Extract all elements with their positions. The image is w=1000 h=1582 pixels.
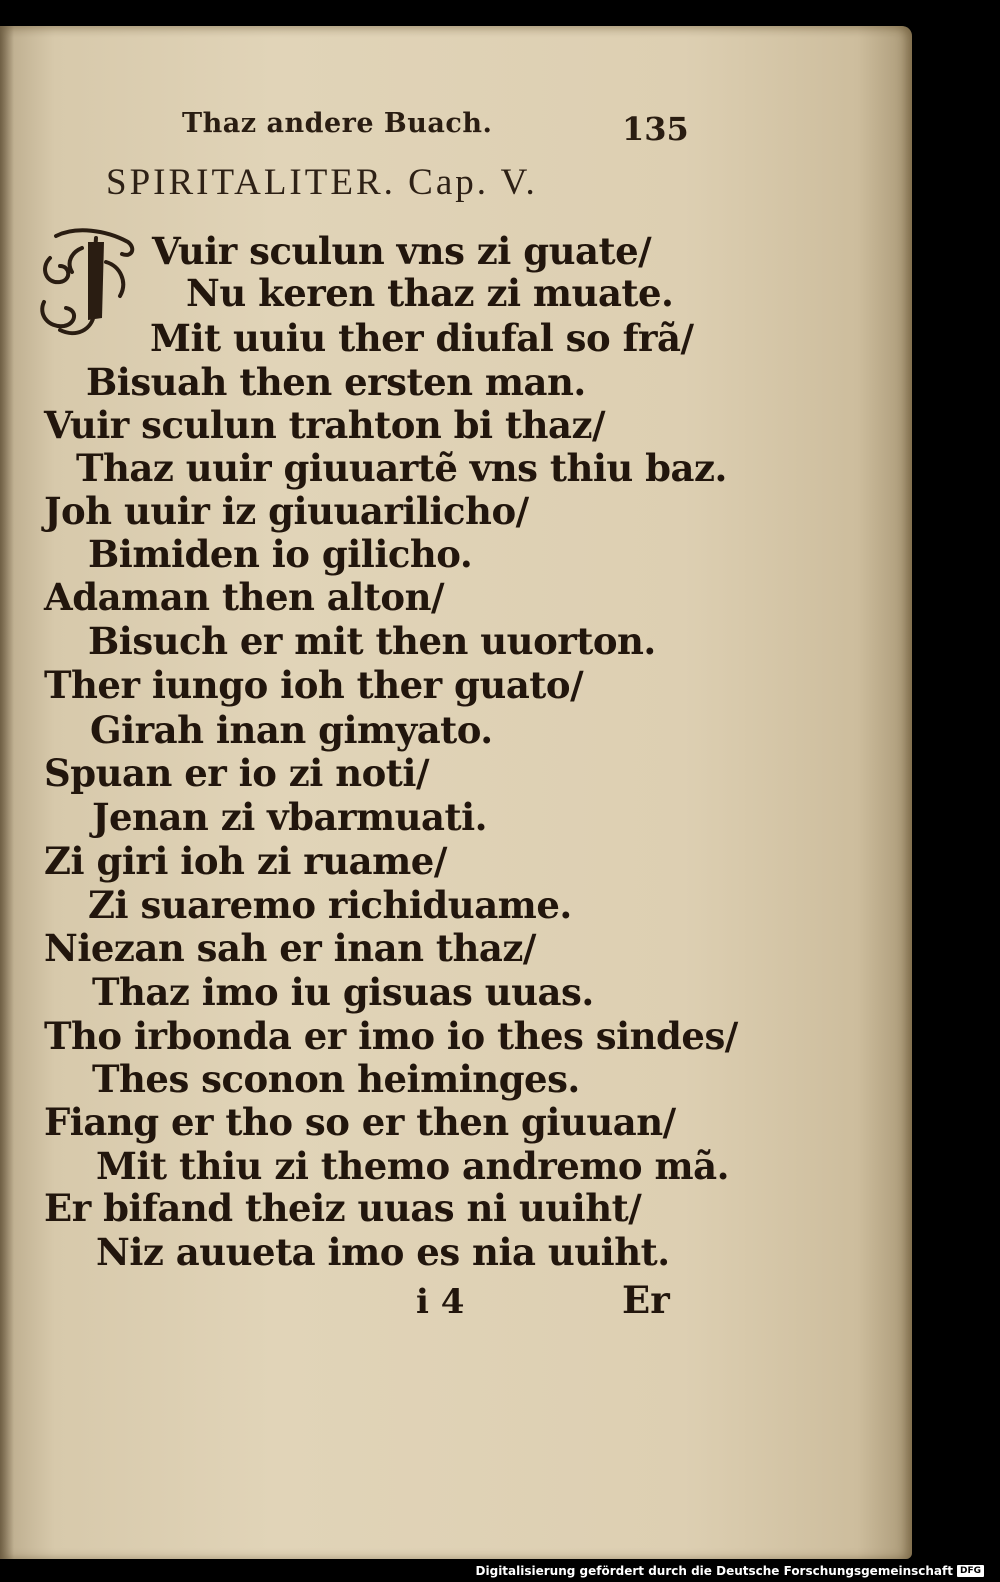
verse-line: Thes sconon heiminges. xyxy=(92,1057,580,1101)
signature-mark: i 4 xyxy=(416,1282,465,1322)
verse-line: Thaz uuir giuuartẽ vns thiu baz. xyxy=(76,446,727,490)
verse-line: Zi giri ioh zi ruame/ xyxy=(44,839,447,883)
verse-line: Joh uuir iz giuuarilicho/ xyxy=(44,489,529,533)
verse-line: Niz auueta imo es nia uuiht. xyxy=(96,1230,670,1274)
credit-text: Digitalisierung gefördert durch die Deutsche Forschungsgemeinschaft xyxy=(475,1564,953,1578)
verse-line: Thaz imo iu gisuas uuas. xyxy=(92,970,594,1014)
decorated-initial-icon xyxy=(36,222,148,344)
verse-line: Niezan sah er inan thaz/ xyxy=(44,926,536,970)
verse-line: Mit thiu zi themo andremo mã. xyxy=(96,1144,729,1188)
book-page xyxy=(0,26,912,1559)
verse-line: Mit uuiu ther diufal so frã/ xyxy=(150,316,694,360)
dfg-logo-icon: DFG xyxy=(957,1565,984,1577)
page-number: 135 xyxy=(622,110,689,148)
verse-line: Ther iungo ioh ther guato/ xyxy=(44,663,584,707)
digitization-credit xyxy=(476,1564,984,1578)
page-gutter-shadow xyxy=(0,26,14,1559)
verse-line: Er bifand theiz uuas ni uuiht/ xyxy=(44,1186,642,1230)
verse-line: Nu keren thaz zi muate. xyxy=(186,271,674,315)
verse-line: Tho irbonda er imo io thes sindes/ xyxy=(44,1014,738,1058)
verse-line: Vuir sculun trahton bi thaz/ xyxy=(44,403,605,447)
verse-line: Bisuah then ersten man. xyxy=(86,360,586,404)
verse-line: Adaman then alton/ xyxy=(44,575,444,619)
catchword: Er xyxy=(622,1278,670,1322)
verse-line: Girah inan gimyato. xyxy=(90,708,493,752)
verse-line: Zi suaremo richiduame. xyxy=(88,883,572,927)
chapter-heading: SPIRITALITER. Cap. V. xyxy=(106,162,538,203)
verse-line: Jenan zi vbarmuati. xyxy=(92,795,488,839)
verse-line: Vuir sculun vns zi guate/ xyxy=(152,229,652,273)
verse-line: Bisuch er mit then uuorton. xyxy=(88,619,656,663)
running-head: Thaz andere Buach. xyxy=(182,108,493,139)
verse-line: Spuan er io zi noti/ xyxy=(44,751,429,795)
verse-line: Bimiden io gilicho. xyxy=(88,532,473,576)
verse-line: Fiang er tho so er then giuuan/ xyxy=(44,1100,676,1144)
svg-text:I: I xyxy=(92,236,93,237)
